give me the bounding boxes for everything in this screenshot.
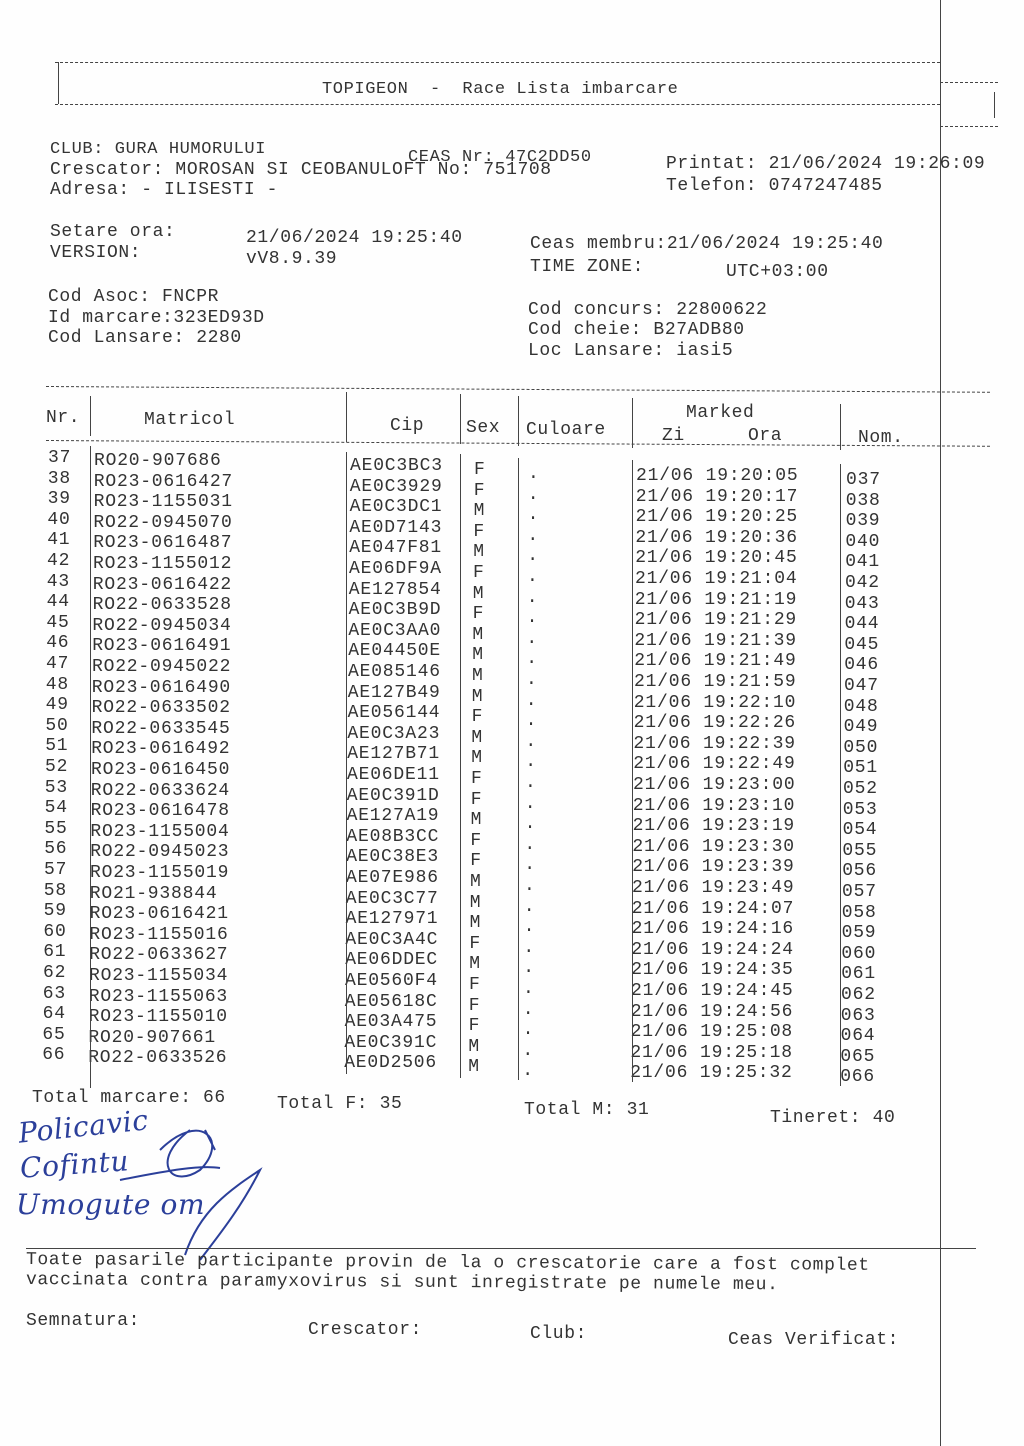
- col-matricol: Matricol: [144, 410, 236, 430]
- cod-lansare: Cod Lansare: 2280: [48, 328, 242, 348]
- row-marked: 21/06 19:25:18: [630, 1042, 793, 1063]
- col-divider: [90, 446, 91, 1088]
- row-nr: 64: [42, 1004, 66, 1025]
- row-sex: M: [472, 624, 484, 645]
- row-culoare: .: [525, 690, 538, 711]
- row-culoare: .: [526, 608, 539, 629]
- row-marked: 21/06 19:24:56: [630, 1001, 794, 1022]
- row-culoare: .: [523, 896, 536, 917]
- col-divider: [518, 396, 519, 446]
- row-cip: AE127B49: [347, 682, 441, 703]
- version-label: VERSION:: [50, 243, 142, 263]
- row-cip: AE127B71: [347, 744, 441, 765]
- row-culoare: .: [525, 752, 537, 773]
- timezone-value: UTC+03:00: [726, 262, 829, 282]
- row-matricol: RO23-1155016: [89, 924, 229, 945]
- row-cip: AE07E986: [346, 868, 439, 888]
- row-nom: 063: [840, 1005, 876, 1026]
- row-nom: 046: [844, 655, 879, 676]
- row-matricol: RO20-907686: [94, 451, 222, 471]
- row-culoare: .: [527, 525, 539, 546]
- row-sex: F: [470, 851, 482, 872]
- row-culoare: .: [526, 628, 538, 649]
- row-marked: 21/06 19:20:36: [635, 527, 798, 548]
- row-nom: 065: [840, 1046, 876, 1067]
- cod-cheie: Cod cheie: B27ADB80: [528, 320, 745, 340]
- row-matricol: RO23-1155004: [90, 821, 230, 842]
- row-matricol: RO22-0945070: [93, 512, 233, 533]
- row-matricol: RO23-0616450: [91, 760, 231, 780]
- row-nom: 040: [845, 531, 881, 552]
- row-nr: 49: [45, 695, 69, 716]
- row-matricol: RO22-0945034: [92, 615, 232, 636]
- row-nom: 060: [841, 943, 877, 964]
- row-nom: 047: [844, 676, 879, 696]
- row-culoare: .: [527, 505, 540, 526]
- row-marked: 21/06 19:21:19: [634, 589, 798, 610]
- declaration-line-1: Toate pasarile participante provin de la o crescatorie care a fost complet: [25, 1250, 870, 1276]
- row-matricol: RO23-1155063: [88, 986, 229, 1007]
- row-culoare: .: [524, 876, 536, 896]
- row-matricol: RO23-0616492: [91, 739, 231, 760]
- row-sex: M: [471, 727, 483, 748]
- col-cip: Cip: [390, 416, 425, 436]
- timezone-label: TIME ZONE:: [530, 257, 645, 277]
- row-marked: 21/06 19:21:39: [634, 630, 797, 651]
- row-nom: 059: [841, 923, 877, 944]
- row-sex: F: [468, 1016, 481, 1037]
- col-divider: [632, 398, 633, 448]
- row-culoare: .: [522, 1061, 534, 1082]
- row-nom: 051: [843, 758, 878, 779]
- row-sex: M: [470, 810, 483, 831]
- col-divider: [840, 464, 841, 1086]
- row-nom: 057: [842, 882, 877, 902]
- col-divider: [632, 460, 633, 1082]
- row-sex: F: [471, 707, 484, 728]
- row-sex: M: [471, 748, 483, 769]
- row-cip: AE05618C: [344, 991, 438, 1012]
- row-sex: M: [469, 954, 481, 975]
- col-sex: Sex: [466, 418, 501, 438]
- row-nom: 066: [840, 1067, 875, 1088]
- row-culoare: .: [525, 773, 537, 793]
- row-matricol: RO22-0633528: [92, 595, 232, 616]
- row-sex: M: [471, 686, 484, 707]
- row-culoare: .: [524, 855, 536, 876]
- row-sex: F: [469, 933, 481, 954]
- semnatura-label: Semnatura:: [26, 1311, 141, 1331]
- printat: Printat: 21/06/2024 19:26:09: [666, 154, 986, 174]
- row-matricol: RO23-0616478: [90, 801, 230, 822]
- row-culoare: .: [523, 958, 535, 979]
- row-nr: 53: [44, 777, 69, 798]
- cod-asoc: Cod Asoc: FNCPR: [48, 287, 220, 307]
- title-box-top-right: [940, 82, 998, 83]
- row-matricol: RO22-0633502: [91, 698, 231, 719]
- row-matricol: RO23-1155012: [93, 554, 233, 574]
- ceas-nr: CEAS Nr: 47C2DD50: [408, 148, 592, 167]
- row-nom: 042: [845, 573, 880, 593]
- col-divider: [346, 392, 347, 442]
- title-box-left: [58, 62, 59, 104]
- row-sex: M: [468, 1057, 480, 1078]
- row-nr: 51: [45, 736, 69, 757]
- setare-label: Setare ora:: [50, 222, 176, 242]
- row-nom: 055: [842, 840, 878, 861]
- row-culoare: .: [526, 670, 538, 690]
- row-marked: 21/06 19:24:24: [631, 939, 794, 960]
- row-nr: 42: [47, 551, 71, 571]
- club-label: Club:: [530, 1324, 588, 1344]
- row-cip: AE0C3C77: [345, 888, 439, 909]
- row-marked: 21/06 19:21:29: [634, 610, 798, 631]
- row-sex: M: [473, 501, 486, 522]
- row-cip: AE04450E: [348, 641, 442, 662]
- declaration-line-2: vaccinata contra paramyxovirus si sunt inregistrate pe numele meu.: [25, 1270, 779, 1296]
- row-nom: 058: [841, 902, 877, 923]
- row-nr: 46: [46, 633, 70, 654]
- adresa: Adresa: - ILISESTI -: [50, 180, 279, 200]
- row-nr: 52: [45, 757, 69, 777]
- row-nr: 48: [45, 674, 70, 695]
- row-matricol: RO23-0616487: [93, 533, 233, 554]
- row-nr: 56: [44, 839, 68, 860]
- row-matricol: RO23-1155034: [89, 966, 229, 986]
- row-culoare: .: [524, 793, 537, 814]
- row-marked: 21/06 19:23:39: [632, 857, 795, 878]
- crescator-label: Crescator:: [308, 1320, 423, 1340]
- row-nom: 050: [843, 737, 879, 758]
- setare-value: 21/06/2024 19:25:40: [246, 228, 463, 248]
- scan-edge-line: [940, 0, 941, 1446]
- row-nr: 59: [43, 901, 67, 922]
- row-marked: 21/06 19:24:07: [631, 898, 795, 919]
- row-matricol: RO23-0616422: [92, 574, 233, 595]
- row-sex: F: [471, 769, 483, 789]
- row-cip: AE047F81: [349, 538, 443, 559]
- row-nr: 50: [45, 715, 69, 736]
- row-sex: F: [473, 563, 485, 583]
- row-nr: 44: [46, 592, 70, 613]
- row-culoare: .: [523, 917, 536, 938]
- row-nom: 045: [844, 634, 880, 655]
- row-matricol: RO22-0633627: [89, 945, 229, 966]
- col-divider: [460, 454, 461, 1078]
- row-sex: F: [470, 789, 483, 810]
- title-box-right: [994, 92, 995, 118]
- row-marked: 21/06 19:22:26: [633, 713, 797, 734]
- row-nom: 038: [845, 490, 881, 511]
- row-matricol: RO20-907661: [88, 1027, 217, 1048]
- row-nr: 47: [46, 654, 70, 674]
- title-box-top: [55, 62, 940, 63]
- col-marked: Marked: [686, 403, 755, 423]
- row-nr: 65: [42, 1024, 66, 1045]
- version-value: vV8.9.39: [246, 249, 338, 269]
- row-nr: 45: [46, 612, 70, 633]
- row-matricol: RO22-0945023: [90, 842, 230, 863]
- title-box-bottom-right: [940, 126, 998, 127]
- row-nr: 39: [47, 489, 71, 510]
- row-culoare: .: [525, 711, 538, 732]
- row-marked: 21/06 19:24:45: [631, 981, 794, 1001]
- row-nom: 054: [842, 820, 878, 841]
- document-title: TOPIGEON - Race Lista imbarcare: [322, 80, 679, 99]
- row-nr: 63: [42, 983, 67, 1004]
- row-cip: AE0C3BC3: [350, 456, 443, 476]
- row-matricol: RO23-1155010: [88, 1007, 228, 1028]
- row-matricol: RO23-0616427: [93, 471, 234, 492]
- row-marked: 21/06 19:21:49: [634, 651, 797, 672]
- row-sex: F: [468, 995, 481, 1016]
- row-marked: 21/06 19:22:10: [633, 692, 797, 713]
- row-marked: 21/06 19:24:16: [631, 919, 795, 940]
- table-top-rule: [46, 386, 990, 393]
- row-cip: AE0C3B9D: [348, 600, 442, 621]
- row-marked: 21/06 19:23:00: [633, 775, 796, 795]
- row-sex: M: [468, 1036, 480, 1057]
- row-nom: 064: [840, 1026, 876, 1047]
- row-cip: AE03A475: [344, 1012, 438, 1033]
- row-culoare: .: [523, 979, 535, 999]
- row-cip: AE0C391D: [346, 785, 440, 806]
- row-cip: AE0D2506: [344, 1053, 438, 1074]
- row-marked: 21/06 19:20:17: [635, 486, 799, 507]
- row-cip: AE0C3A4C: [345, 929, 439, 950]
- col-zi: Zi: [662, 426, 685, 446]
- total-m: Total M: 31: [524, 1100, 650, 1120]
- row-matricol: RO23-1155019: [90, 863, 230, 883]
- tineret: Tineret: 40: [770, 1108, 896, 1128]
- total-f: Total F: 35: [277, 1094, 403, 1114]
- row-matricol: RO21-938844: [89, 883, 218, 904]
- row-culoare: .: [522, 999, 535, 1020]
- title-box-bottom: [55, 104, 940, 105]
- row-nom: 061: [841, 964, 876, 985]
- row-cip: AE0C38E3: [346, 847, 440, 868]
- row-nr: 41: [47, 530, 71, 551]
- col-nr: Nr.: [46, 408, 81, 428]
- loc-lansare: Loc Lansare: iasi5: [528, 341, 734, 361]
- col-divider: [346, 452, 347, 1074]
- telefon: Telefon: 0747247485: [666, 176, 883, 196]
- row-matricol: RO23-0616490: [91, 677, 232, 698]
- row-nom: 062: [841, 985, 876, 1005]
- col-divider: [518, 458, 519, 1080]
- row-cip: AE127854: [348, 579, 442, 600]
- row-marked: 21/06 19:22:39: [633, 733, 796, 754]
- row-cip: AE0560F4: [345, 971, 438, 991]
- row-nr: 60: [43, 921, 67, 942]
- row-culoare: .: [527, 546, 539, 567]
- row-matricol: RO22-0945022: [92, 657, 232, 677]
- row-nom: 041: [845, 552, 880, 573]
- footer-rule: [26, 1248, 976, 1249]
- col-divider: [460, 394, 461, 444]
- row-sex: M: [473, 542, 485, 563]
- row-nr: 58: [43, 880, 68, 901]
- row-sex: M: [472, 583, 485, 604]
- row-nom: 044: [844, 614, 880, 635]
- row-marked: 21/06 19:20:05: [636, 466, 799, 486]
- total-marcare: Total marcare: 66: [32, 1088, 226, 1108]
- row-marked: 21/06 19:22:49: [633, 754, 796, 775]
- row-cip: AE0C391C: [344, 1032, 438, 1053]
- row-nr: 61: [43, 942, 67, 963]
- row-cip: AE08B3CC: [346, 826, 440, 847]
- row-marked: 21/06 19:20:25: [635, 507, 799, 528]
- row-sex: M: [469, 892, 482, 913]
- row-nr: 62: [43, 963, 67, 983]
- handwriting-line-1: Policavic: [16, 1103, 151, 1150]
- row-culoare: .: [526, 649, 538, 670]
- row-culoare: .: [526, 587, 539, 608]
- row-sex: F: [472, 604, 485, 625]
- row-sex: F: [470, 830, 482, 851]
- cod-concurs: Cod concurs: 22800622: [528, 300, 768, 320]
- row-cip: AE0C3929: [349, 476, 443, 497]
- row-matricol: RO22-0633526: [88, 1048, 228, 1069]
- row-cip: AE06DDEC: [345, 950, 439, 971]
- row-nom: 053: [842, 799, 878, 820]
- row-cip: AE056144: [347, 703, 441, 724]
- row-nr: 57: [44, 860, 68, 880]
- row-cip: AE0D7143: [349, 517, 443, 538]
- row-marked: 21/06 19:23:49: [632, 878, 795, 898]
- row-cip: AE085146: [348, 662, 441, 682]
- col-divider: [840, 404, 841, 450]
- row-culoare: .: [527, 567, 539, 587]
- row-cip: AE127971: [345, 909, 439, 930]
- ceas-verificat-label: Ceas Verificat:: [728, 1330, 900, 1350]
- row-matricol: RO22-0633545: [91, 718, 231, 739]
- row-sex: M: [470, 872, 482, 892]
- row-sex: F: [474, 460, 486, 480]
- row-cip: AE0C3DC1: [349, 497, 443, 518]
- row-culoare: .: [522, 1020, 535, 1041]
- row-marked: 21/06 19:23:19: [632, 816, 796, 837]
- row-nom: 043: [844, 593, 880, 614]
- row-marked: 21/06 19:25:32: [630, 1063, 793, 1084]
- row-cip: AE127A19: [346, 806, 440, 827]
- row-cip: AE06DF9A: [349, 559, 442, 579]
- col-divider: [90, 396, 91, 436]
- crescator: Crescator: MOROSAN SI CEOBANULOFT No: 751708: [50, 160, 552, 180]
- row-nom: 037: [846, 470, 881, 490]
- row-sex: M: [472, 645, 484, 666]
- row-marked: 21/06 19:25:08: [630, 1022, 794, 1043]
- row-cip: AE06DE11: [347, 765, 440, 785]
- id-marcare: Id marcare:323ED93D: [48, 308, 265, 328]
- row-culoare: .: [527, 484, 540, 505]
- row-nr: 37: [48, 448, 72, 468]
- row-nr: 43: [46, 571, 71, 592]
- col-nom: Nom.: [858, 428, 904, 448]
- row-matricol: RO23-1155031: [93, 492, 233, 513]
- row-cip: AE0C3A23: [347, 723, 441, 744]
- row-nr: 40: [47, 509, 71, 530]
- club: CLUB: GURA HUMORULUI: [50, 140, 267, 159]
- row-sex: F: [473, 521, 485, 542]
- row-culoare: .: [524, 814, 537, 835]
- handwriting-line-3: Umogute om: [16, 1188, 206, 1221]
- row-culoare: .: [528, 464, 540, 484]
- row-marked: 21/06 19:20:45: [635, 548, 798, 569]
- row-nom: 052: [843, 779, 878, 799]
- row-nom: 056: [842, 861, 877, 882]
- col-ora: Ora: [748, 426, 783, 446]
- row-sex: M: [469, 913, 482, 934]
- row-culoare: .: [523, 937, 535, 958]
- row-culoare: .: [524, 834, 536, 855]
- col-culoare: Culoare: [526, 420, 606, 440]
- row-culoare: .: [525, 731, 537, 752]
- row-sex: M: [472, 666, 484, 686]
- row-marked: 21/06 19:23:10: [632, 795, 796, 816]
- row-cip: AE0C3AA0: [348, 620, 442, 641]
- ceas-membru: Ceas membru:21/06/2024 19:25:40: [530, 234, 884, 254]
- row-marked: 21/06 19:21:04: [635, 569, 798, 589]
- row-sex: F: [469, 975, 481, 995]
- row-marked: 21/06 19:23:30: [632, 836, 795, 857]
- row-nom: 048: [843, 696, 879, 717]
- signature-scribble: [0, 1090, 320, 1270]
- row-marked: 21/06 19:21:59: [634, 672, 797, 692]
- row-nr: 38: [47, 468, 72, 489]
- row-culoare: .: [522, 1040, 534, 1061]
- row-marked: 21/06 19:24:35: [631, 960, 794, 981]
- row-nr: 54: [44, 798, 68, 819]
- row-matricol: RO23-0616491: [92, 636, 232, 657]
- row-nom: 049: [843, 717, 879, 738]
- row-sex: F: [473, 480, 486, 501]
- row-nr: 55: [44, 818, 68, 839]
- handwriting-line-2: Cofintu: [18, 1144, 131, 1185]
- row-matricol: RO23-0616421: [89, 904, 229, 925]
- row-nom: 039: [845, 511, 881, 532]
- row-matricol: RO22-0633624: [90, 780, 231, 801]
- row-nr: 66: [42, 1045, 66, 1066]
